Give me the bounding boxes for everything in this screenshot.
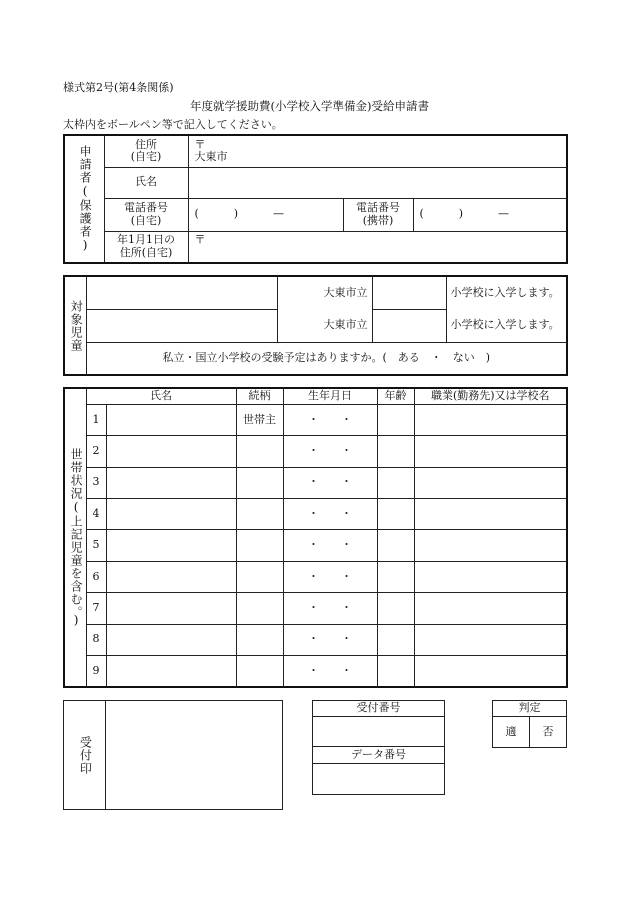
member-age-field[interactable] — [377, 436, 414, 467]
member-occupation-field[interactable] — [414, 530, 567, 561]
row-number: 3 — [86, 467, 106, 498]
jan1-address-field[interactable] — [188, 231, 567, 263]
member-relation-field[interactable] — [236, 436, 283, 467]
household-table — [63, 387, 568, 688]
member-age-field[interactable] — [377, 561, 414, 592]
household-section-label: 世帯状況(上記児童を含む。) — [64, 388, 86, 687]
form-title: 年度就学援助費(小学校入学準備金)受給申請書 — [190, 99, 429, 113]
child-name-field-2[interactable] — [86, 309, 277, 342]
member-age-field[interactable] — [377, 530, 414, 561]
phone-mobile-label: 電話番号 (携帯) — [343, 198, 413, 231]
judgment-reject: 否 — [530, 717, 567, 748]
table-row — [64, 436, 567, 467]
row-number: 6 — [86, 561, 106, 592]
member-name-field[interactable] — [106, 404, 236, 435]
address-field[interactable] — [188, 135, 567, 167]
table-row — [64, 404, 567, 435]
table-row — [64, 530, 567, 561]
table-row — [64, 624, 567, 655]
row-number: 1 — [86, 404, 106, 435]
member-dob-field[interactable]: ・ ・ — [283, 467, 377, 498]
row-number: 5 — [86, 530, 106, 561]
member-age-field[interactable] — [377, 624, 414, 655]
child-section-label: 対象児童 — [64, 276, 86, 375]
header-relation: 続柄 — [236, 388, 283, 404]
applicant-table — [63, 134, 568, 264]
city-prefill: 大東市 — [194, 150, 228, 164]
member-occupation-field[interactable] — [414, 498, 567, 529]
member-relation-field[interactable]: 世帯主 — [236, 404, 283, 435]
postal-mark: 〒 — [194, 137, 206, 151]
header-age: 年齢 — [377, 388, 414, 404]
member-relation-field[interactable] — [236, 530, 283, 561]
member-dob-field[interactable]: ・ ・ — [283, 498, 377, 529]
private-exam-question[interactable]: 私立・国立小学校の受験予定はありますか。( ある ・ ない ) — [86, 342, 567, 375]
member-occupation-field[interactable] — [414, 655, 567, 687]
member-dob-field[interactable]: ・ ・ — [283, 561, 377, 592]
name-label: 氏名 — [104, 167, 188, 198]
table-row — [64, 561, 567, 592]
member-name-field[interactable] — [106, 561, 236, 592]
receipt-number-box — [312, 700, 445, 795]
applicant-section-label: 申請者(保護者) — [64, 135, 104, 263]
judgment-box — [492, 700, 567, 748]
member-age-field[interactable] — [377, 593, 414, 624]
child-name-field-1[interactable] — [86, 276, 277, 309]
data-number-field — [313, 763, 445, 794]
member-age-field[interactable] — [377, 404, 414, 435]
judgment-label: 判定 — [493, 701, 567, 717]
member-dob-field[interactable]: ・ ・ — [283, 404, 377, 435]
form-number: 様式第2号(第4条関係) — [63, 81, 174, 94]
table-row — [64, 498, 567, 529]
member-occupation-field[interactable] — [414, 624, 567, 655]
stamp-label: 受付印 — [64, 701, 106, 810]
row-number: 2 — [86, 436, 106, 467]
member-dob-field[interactable]: ・ ・ — [283, 624, 377, 655]
school-name-field-1[interactable] — [372, 276, 446, 309]
member-name-field[interactable] — [106, 655, 236, 687]
reception-stamp-box — [63, 700, 283, 810]
row-number: 4 — [86, 498, 106, 529]
form-instruction: 太枠内をボールペン等で記入してください。 — [63, 118, 283, 131]
member-relation-field[interactable] — [236, 655, 283, 687]
member-occupation-field[interactable] — [414, 436, 567, 467]
member-dob-field[interactable]: ・ ・ — [283, 655, 377, 687]
name-field[interactable] — [188, 167, 567, 198]
member-dob-field[interactable]: ・ ・ — [283, 530, 377, 561]
row-number: 7 — [86, 593, 106, 624]
member-age-field[interactable] — [377, 498, 414, 529]
school-name-field-2[interactable] — [372, 309, 446, 342]
member-dob-field[interactable]: ・ ・ — [283, 436, 377, 467]
stamp-area — [106, 701, 283, 810]
header-dob: 生年月日 — [283, 388, 377, 404]
enroll-text-2: 小学校に入学します。 — [446, 309, 567, 342]
member-relation-field[interactable] — [236, 624, 283, 655]
receipt-number-label: 受付番号 — [313, 701, 445, 717]
member-name-field[interactable] — [106, 436, 236, 467]
address-label: 住所 (自宅) — [104, 135, 188, 167]
phone-mobile-field[interactable]: ( ) — — [413, 198, 567, 231]
phone-home-label: 電話番号 (自宅) — [104, 198, 188, 231]
member-name-field[interactable] — [106, 530, 236, 561]
jan1-postal-mark: 〒 — [194, 232, 206, 246]
judgment-approve: 適 — [493, 717, 530, 748]
member-relation-field[interactable] — [236, 467, 283, 498]
jan1-address-label: 年1月1日の 住所(自宅) — [104, 231, 188, 263]
member-name-field[interactable] — [106, 467, 236, 498]
member-age-field[interactable] — [377, 655, 414, 687]
table-row — [64, 467, 567, 498]
phone-home-field[interactable]: ( ) — — [188, 198, 343, 231]
member-occupation-field[interactable] — [414, 593, 567, 624]
row-number: 9 — [86, 655, 106, 687]
header-occupation: 職業(勤務先)又は学校名 — [414, 388, 567, 404]
city-school-label-1: 大東市立 — [277, 276, 372, 309]
data-number-label: データ番号 — [313, 747, 445, 763]
member-dob-field[interactable]: ・ ・ — [283, 593, 377, 624]
member-relation-field[interactable] — [236, 498, 283, 529]
member-relation-field[interactable] — [236, 561, 283, 592]
city-school-label-2: 大東市立 — [277, 309, 372, 342]
member-name-field[interactable] — [106, 498, 236, 529]
member-name-field[interactable] — [106, 593, 236, 624]
member-name-field[interactable] — [106, 624, 236, 655]
member-age-field[interactable] — [377, 467, 414, 498]
enroll-text-1: 小学校に入学します。 — [446, 276, 567, 309]
member-occupation-field[interactable] — [414, 404, 567, 435]
member-occupation-field[interactable] — [414, 467, 567, 498]
child-table — [63, 275, 568, 376]
table-row — [64, 655, 567, 687]
header-name: 氏名 — [86, 388, 236, 404]
row-number: 8 — [86, 624, 106, 655]
member-occupation-field[interactable] — [414, 561, 567, 592]
table-row — [64, 593, 567, 624]
member-relation-field[interactable] — [236, 593, 283, 624]
receipt-number-field — [313, 717, 445, 747]
